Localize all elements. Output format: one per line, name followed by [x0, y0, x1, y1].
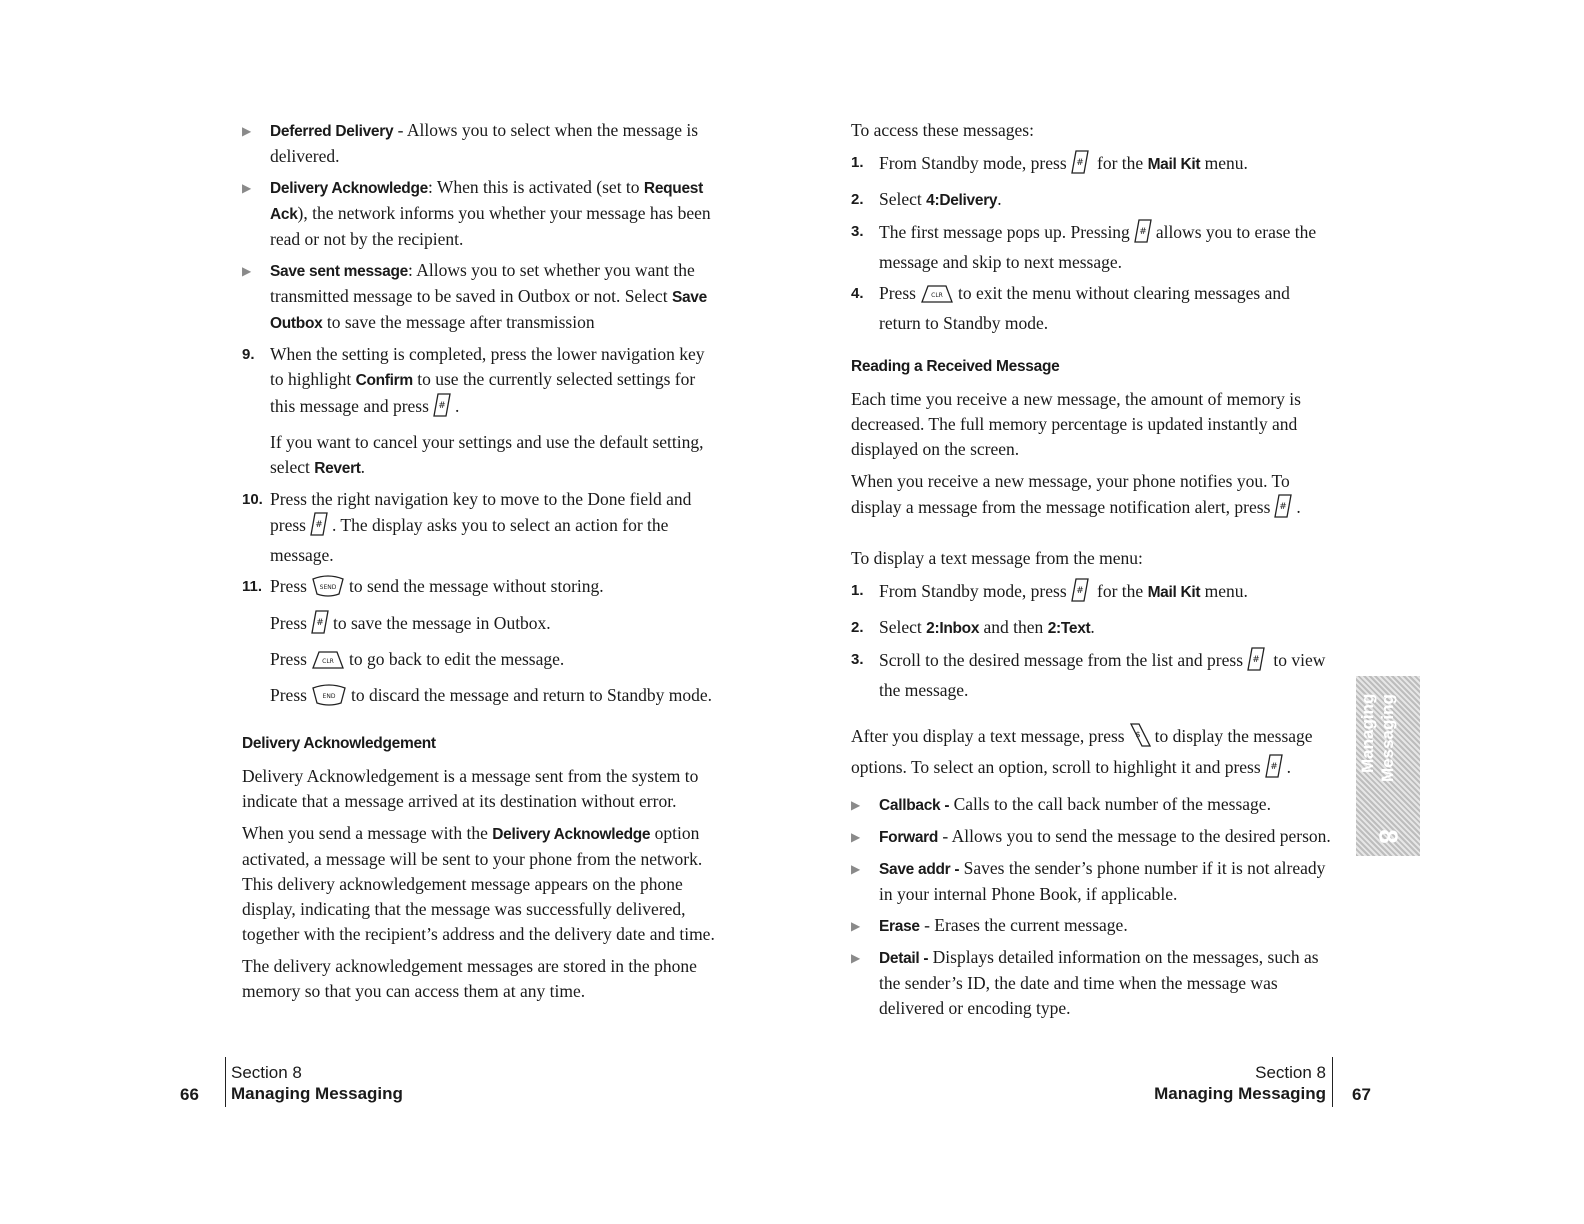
- section-tab-label: Managing Messaging: [1358, 694, 1397, 782]
- step-number: 10.: [242, 491, 263, 508]
- step-number: 3.: [851, 223, 864, 240]
- bullet-arrow-icon: ▶: [242, 181, 252, 195]
- svg-text:#: #: [1075, 586, 1084, 596]
- text: When you send a message with the: [242, 823, 493, 843]
- text: When you receive a new message, your phone notifies you. To display a message from the message notification alert, press: [851, 471, 1290, 517]
- text: ), the network informs you whether your message has been read or not by the recipient.: [270, 203, 711, 249]
- text: to go back to edit the message.: [348, 649, 565, 669]
- bullet-erase: [851, 913, 1331, 939]
- clr-key-icon: [920, 284, 954, 311]
- footer-title: Managing Messaging: [1154, 1084, 1326, 1103]
- access-step-1: [851, 150, 1331, 181]
- step-number: 9.: [242, 346, 255, 363]
- bullet-detail: [851, 945, 1331, 1021]
- term: Save sent message: [270, 263, 408, 280]
- text: - Allows you to select when the message is delivered.: [270, 120, 699, 166]
- svg-text:END: END: [322, 693, 336, 700]
- text: Select: [879, 189, 927, 209]
- ok-key-icon: [1274, 494, 1292, 525]
- text: menu.: [1200, 581, 1248, 601]
- text: From Standby mode, press: [879, 581, 1067, 601]
- left-page-content: [242, 118, 722, 1011]
- step-10: [242, 487, 722, 568]
- left-footer: [231, 1062, 403, 1104]
- svg-text:#: #: [315, 520, 323, 530]
- step-number: 3.: [851, 651, 864, 668]
- text: .: [454, 396, 460, 416]
- text: From Standby mode, press: [879, 153, 1067, 173]
- step-number: 2.: [851, 191, 864, 208]
- svg-text:#: #: [1075, 158, 1084, 168]
- term: Revert: [314, 460, 361, 477]
- paragraph: The delivery acknowledgement messages are stored in the phone memory so that you can access them at any time.: [242, 956, 697, 1001]
- section-tab: [1356, 676, 1420, 856]
- term: Delivery Acknowledge: [270, 180, 428, 197]
- term: Delivery Acknowledge: [492, 826, 651, 843]
- ok-key-icon: [1071, 150, 1089, 181]
- term: Callback -: [879, 797, 950, 814]
- ok-key-icon: [1071, 578, 1089, 609]
- text: option activated, a message will be sent to your phone from the network. This delivery acknowledgement message appears on the phone display, indicating that the message was successfully delivered, together with the recipient’s address and the delivery date and time.: [242, 823, 715, 944]
- term: Save addr -: [879, 861, 960, 878]
- bullet-arrow-icon: ▶: [851, 951, 861, 965]
- term: Detail -: [879, 950, 929, 967]
- paragraph: [242, 821, 722, 947]
- text: .: [997, 189, 1002, 209]
- term: Erase: [879, 918, 920, 935]
- step-11-save: [242, 610, 722, 641]
- text: for the: [1092, 153, 1148, 173]
- text: Press: [270, 576, 307, 596]
- ok-key-icon: [310, 512, 328, 543]
- svg-text:#: #: [1279, 502, 1288, 512]
- svg-text:SEND: SEND: [319, 584, 337, 591]
- text: to discard the message and return to Standby mode.: [350, 685, 713, 705]
- heading-reading-received-message: Reading a Received Message: [851, 358, 1060, 375]
- access-step-4: [851, 281, 1331, 336]
- term: Deferred Delivery: [270, 123, 394, 140]
- footer-title: Managing Messaging: [231, 1084, 403, 1103]
- bullet-arrow-icon: ▶: [242, 124, 252, 138]
- svg-text:CLR: CLR: [931, 292, 943, 299]
- footer-section: Section 8: [1255, 1063, 1326, 1082]
- access-step-3: [851, 219, 1331, 275]
- text: Displays detailed information on the messages, such as the sender’s ID, the date and time when the message was delivered or encoding type.: [879, 947, 1319, 1018]
- right-footer-divider: [1332, 1057, 1333, 1107]
- step-number: 1.: [851, 154, 864, 171]
- text: .: [360, 457, 366, 477]
- step-11-discard: [242, 683, 722, 713]
- ok-key-icon: [311, 610, 329, 641]
- text: The first message pops up. Pressing: [879, 222, 1130, 242]
- text: Calls to the call back number of the message.: [949, 794, 1271, 814]
- text: When the setting is completed, press the lower navigation key to highlight: [270, 344, 705, 389]
- text: allows you to erase the message and skip to next message.: [879, 222, 1317, 272]
- term: Save Outbox: [270, 289, 707, 332]
- text: for the: [1092, 581, 1148, 601]
- paragraph: Delivery Acknowledgement is a message sent from the system to indicate that a message arrived at its destination without error.: [242, 766, 699, 811]
- bullet-delivery-acknowledge: [242, 175, 722, 252]
- text: Scroll to the desired message from the list and press: [879, 650, 1244, 670]
- text: .: [1090, 617, 1095, 637]
- step-number: 4.: [851, 285, 864, 302]
- step-11: [242, 574, 722, 604]
- text: menu.: [1200, 153, 1248, 173]
- ok-key-icon: [1134, 219, 1152, 250]
- bullet-callback: [851, 792, 1331, 818]
- step-number: 1.: [851, 582, 864, 599]
- term: 2:Text: [1047, 620, 1091, 637]
- svg-text:$: $: [1135, 730, 1141, 739]
- text: Press: [270, 685, 307, 705]
- svg-text:#: #: [438, 401, 446, 411]
- ok-key-icon: [433, 393, 451, 424]
- step-number: 2.: [851, 619, 864, 636]
- text: After you display a text message, press: [851, 726, 1125, 746]
- section-tab-number: 8: [1373, 829, 1404, 844]
- svg-text:CLR: CLR: [322, 658, 334, 665]
- clr-key-icon: [311, 650, 345, 677]
- bullet-deferred-delivery: [242, 118, 722, 169]
- term: Confirm: [355, 372, 413, 389]
- term: Forward: [879, 829, 939, 846]
- text: to exit the menu without clearing messages and return to Standby mode.: [879, 283, 1290, 333]
- step-9-continued: [242, 430, 722, 481]
- bullet-arrow-icon: ▶: [851, 798, 861, 812]
- text: to use the currently selected settings for this message and press: [270, 369, 696, 416]
- access-step-2: [851, 187, 1331, 213]
- text: Press: [879, 283, 916, 303]
- intro-text: To display a text message from the menu:: [851, 548, 1143, 568]
- term: Mail Kit: [1147, 156, 1201, 173]
- text: to display the message options. To select an option, scroll to highlight it and press: [851, 726, 1313, 777]
- svg-text:#: #: [1269, 762, 1278, 772]
- send-key-icon: [311, 575, 345, 604]
- left-footer-divider: [225, 1057, 226, 1107]
- term: 2:Inbox: [926, 620, 980, 637]
- bullet-forward: [851, 824, 1331, 850]
- paragraph: Each time you receive a new message, the amount of memory is decreased. The full memory percentage is updated instantly and displayed on the screen.: [851, 389, 1301, 459]
- right-page-content: [851, 118, 1331, 1027]
- step-11-edit: [242, 647, 722, 677]
- paragraph: [851, 723, 1321, 785]
- term: Mail Kit: [1147, 584, 1201, 601]
- text: Press the right navigation key to move to the Done field and press: [270, 489, 692, 535]
- spacer: [851, 709, 1331, 723]
- text: to save the message in Outbox.: [332, 613, 551, 633]
- heading-delivery-acknowledgement: Delivery Acknowledgement: [242, 735, 436, 752]
- text: .: [1286, 757, 1292, 777]
- text: and then: [979, 617, 1048, 637]
- ok-key-icon: [1265, 754, 1283, 785]
- soft-key-icon: [1129, 723, 1151, 754]
- text: to send the message without storing.: [348, 576, 604, 596]
- display-step-3: [851, 647, 1331, 703]
- intro-text: To access these messages:: [851, 120, 1034, 140]
- text: - Erases the current message.: [919, 915, 1128, 935]
- text: Press: [270, 613, 307, 633]
- step-number: 11.: [242, 578, 263, 595]
- text: : Allows you to set whether you want the transmitted message to be saved in Outbox or not. Select: [270, 260, 695, 306]
- text: Saves the sender’s phone number if it is not already in your internal Phone Book, if applicable.: [879, 858, 1326, 904]
- text: Press: [270, 649, 307, 669]
- paragraph: [851, 469, 1331, 525]
- right-footer: [1154, 1062, 1326, 1104]
- display-step-2: [851, 615, 1331, 641]
- text: : When this is activated (set to: [427, 177, 644, 197]
- ok-key-icon: [1247, 647, 1265, 678]
- text: - Allows you to send the message to the desired person.: [938, 826, 1331, 846]
- display-step-1: [851, 578, 1331, 609]
- text: Select: [879, 617, 927, 637]
- svg-text:#: #: [316, 618, 324, 628]
- bullet-arrow-icon: ▶: [851, 830, 861, 844]
- term: 4:Delivery: [926, 192, 998, 209]
- svg-text:#: #: [1252, 655, 1260, 665]
- left-page-number: 66: [180, 1085, 199, 1104]
- footer-section: Section 8: [231, 1063, 302, 1082]
- right-page-number: 67: [1352, 1085, 1371, 1104]
- svg-text:#: #: [1139, 227, 1147, 237]
- term: Request Ack: [270, 180, 703, 223]
- end-key-icon: [311, 684, 347, 713]
- spacer: [851, 532, 1331, 546]
- bullet-save-addr: [851, 856, 1331, 907]
- step-9: [242, 342, 722, 424]
- bullet-save-sent-message: [242, 258, 722, 336]
- text: If you want to cancel your settings and use the default setting, select: [270, 432, 704, 477]
- text: to view the message.: [879, 650, 1326, 700]
- text: .: [1296, 497, 1301, 517]
- bullet-arrow-icon: ▶: [851, 919, 861, 933]
- text: . The display asks you to select an action for the message.: [270, 515, 669, 565]
- bullet-arrow-icon: ▶: [242, 264, 252, 278]
- text: to save the message after transmission: [322, 312, 595, 332]
- bullet-arrow-icon: ▶: [851, 862, 861, 876]
